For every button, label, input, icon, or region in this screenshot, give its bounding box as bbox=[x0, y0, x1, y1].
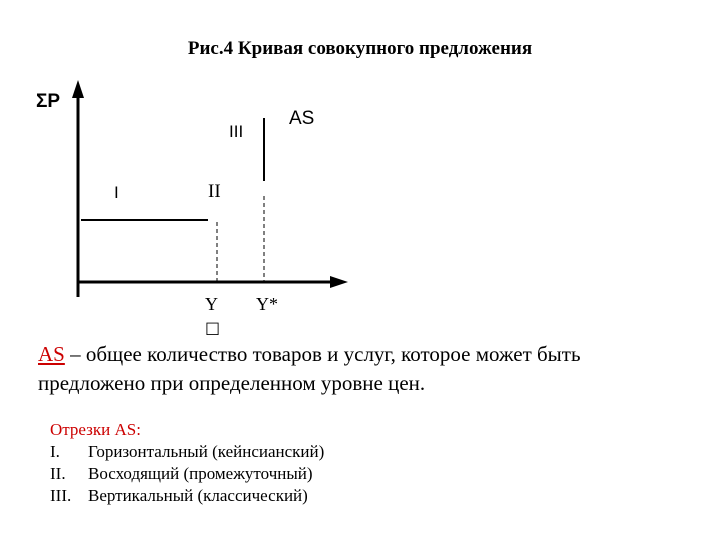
segment-label-iii: III bbox=[229, 122, 244, 141]
as-definition bbox=[38, 340, 688, 398]
segment-label-i: I bbox=[114, 183, 119, 202]
as-label: AS bbox=[289, 108, 315, 129]
list-item bbox=[50, 463, 324, 485]
segments-list bbox=[50, 419, 324, 507]
list-item-text: Вертикальный (классический) bbox=[88, 486, 308, 505]
figure-title: Рис.4 Кривая совокупного предложения bbox=[187, 38, 533, 59]
list-item-text: Горизонтальный (кейнсианский) bbox=[88, 442, 325, 461]
x-tick-y: Y bbox=[205, 294, 218, 314]
x-tick-ystar: Y* bbox=[256, 294, 278, 314]
list-item-number: I. bbox=[50, 442, 60, 461]
x-axis-arrow bbox=[330, 276, 348, 288]
segments-title: Отрезки AS: bbox=[50, 420, 141, 439]
list-item-text: Восходящий (промежуточный) bbox=[88, 464, 313, 483]
list-item-number: II. bbox=[50, 464, 66, 483]
y-axis-label: ΣP bbox=[36, 91, 61, 112]
list-item bbox=[50, 485, 324, 507]
definition-term: AS bbox=[38, 342, 65, 366]
y-axis-arrow bbox=[72, 80, 84, 98]
y-subscript-glyph: □ bbox=[205, 318, 221, 337]
segment-label-ii: II bbox=[208, 181, 221, 202]
list-item bbox=[50, 441, 324, 463]
list-item-number: III. bbox=[50, 486, 72, 505]
definition-text: – общее количество товаров и услуг, которое может быть предложено при определенном уровне цен. bbox=[38, 342, 581, 395]
